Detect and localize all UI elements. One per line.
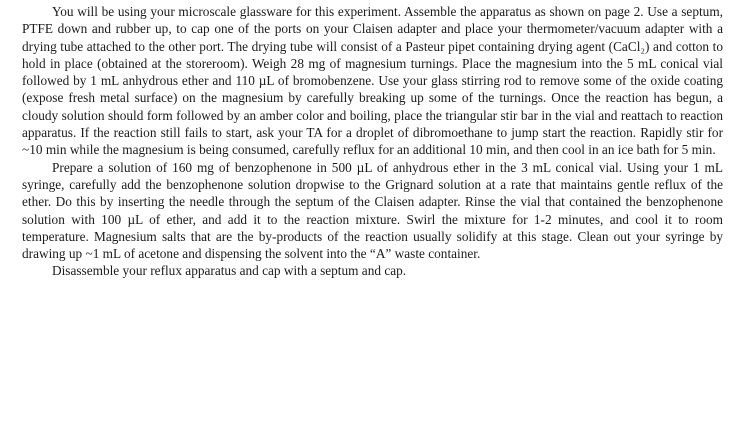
paragraph-disassemble: Disassemble your reflux apparatus and cap with a septum and cap.: [52, 263, 407, 279]
paragraph-grignard-setup: You will be using your microscale glassware for this experiment. Assemble the apparatus as shown on page 2. Use a septum, PTFE down and rubber up, to cap one of the ports on your Claisen adapter and place your thermometer/vacuum adapter with a drying tube attached to the other port. The drying tube will consist of a Pasteur pipet containing drying agent (CaCl₂) and cotton to hold in place (obtained at the storeroom). Weigh 28 mg of magnesium turnings. Place the magnesium into the 5 mL conical vial followed by 1 mL anhydrous ether and 110 µL of bromobenzene. Use your glass stirring rod to remove some of the oxide coating (expose fresh metal surface) on the magnesium by carefully breaking up some of the turnings. Once the reaction has begun, a cloudy solution should form followed by an amber color and boiling, place the triangular stir bar in the vial and reattach to reaction apparatus. If the reaction still fails to start, ask your TA for a droplet of dibromoethane to jump start the reaction. Rapidly stir for ~10 min while the magnesium is being consumed, carefully reflux for an additional 10 min, and then cool in an ice bath for 5 min.: [22, 4, 723, 158]
paragraph-benzophenone-addition: Prepare a solution of 160 mg of benzophenone in 500 µL of anhydrous ether in the 3 mL conical vial. Using your 1 mL syringe, carefully add the benzophenone solution dropwise to the Grignard solution at a rate that maintains gentle reflux of the ether. Do this by inserting the needle through the septum of the Claisen adapter. Rinse the vial that contained the benzophenone solution with 100 µL of ether, and add it to the reaction mixture. Swirl the mixture for 1-2 minutes, and cool it to room temperature. Magnesium salts that are the by-products of the reaction usually solidify at this stage. Clean out your syringe by drawing up ~1 mL of acetone and dispensing the solvent into the “A” waste container.: [22, 159, 723, 262]
